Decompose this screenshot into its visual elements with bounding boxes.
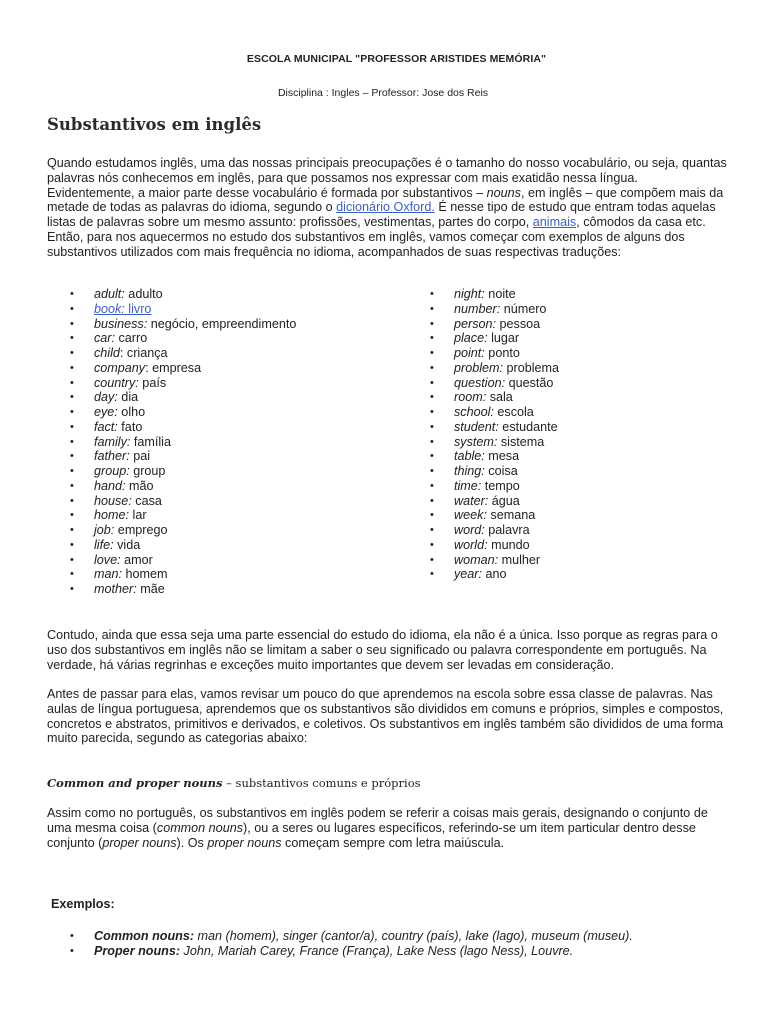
vocab-item	[430, 346, 559, 361]
vocab-translation: lugar	[487, 331, 520, 346]
p4-e: ). Os	[176, 835, 208, 850]
vocab-item	[70, 538, 296, 553]
vocab-translation: amor	[120, 552, 153, 567]
vocab-translation: escola	[493, 405, 534, 419]
vocab-term: number:	[454, 301, 501, 316]
vocab-item	[70, 523, 296, 538]
vocab-translation: group	[129, 464, 166, 478]
vocab-term: student:	[454, 419, 499, 434]
p4-proper-nouns-2: proper nouns	[207, 835, 282, 850]
vocab-item	[70, 287, 296, 302]
p4-c: ), ou a seres ou lugares específicos, referindo-se um item particular dentro desse conjunto (	[47, 820, 696, 850]
vocab-translation: água	[488, 493, 520, 508]
vocab-term: family:	[94, 434, 131, 449]
vocab-term: hand:	[94, 478, 126, 493]
vocab-translation: problema	[503, 360, 560, 375]
vocab-item	[70, 567, 296, 582]
vocab-term: day:	[94, 390, 118, 405]
vocab-term: fact:	[94, 419, 118, 434]
vocab-translation: homem	[122, 567, 168, 582]
vocab-translation: ano	[482, 567, 507, 582]
p4-proper-nouns: proper nouns	[102, 835, 177, 850]
vocab-item	[430, 331, 559, 346]
example-proper-text: John, Mariah Carey, France (França), Lake Ness (lago Ness), Louvre.	[180, 943, 574, 958]
vocab-translation: dia	[117, 390, 139, 405]
vocab-term: woman:	[454, 552, 499, 567]
vocab-term: week:	[454, 508, 487, 523]
vocab-item	[430, 317, 559, 332]
vocab-term: man:	[94, 567, 122, 582]
vocab-term: love:	[94, 552, 121, 567]
vocab-term: water:	[454, 493, 489, 508]
vocab-translation: adulto	[124, 287, 163, 301]
section-heading-pt: – substantivos comuns e próprios	[222, 776, 421, 790]
page-title: Substantivos em inglês	[47, 115, 262, 134]
vocab-list-right	[430, 287, 559, 582]
vocab-translation: país	[138, 375, 167, 390]
vocab-translation: mundo	[487, 537, 530, 552]
vocab-item	[430, 464, 559, 479]
vocab-item[interactable]	[70, 302, 296, 317]
vocab-term: business:	[94, 316, 148, 331]
vocab-list-left	[70, 287, 296, 597]
vocab-term: question:	[454, 375, 506, 390]
vocab-translation: negócio, empreendimento	[147, 316, 297, 331]
vocab-item	[70, 317, 296, 332]
example-common	[70, 929, 633, 944]
vocab-term: time:	[454, 478, 482, 493]
vocab-translation: olho	[117, 405, 146, 419]
vocab-translation: vida	[113, 537, 141, 552]
intro-paragraph	[47, 156, 727, 260]
vocab-term: problem:	[454, 360, 503, 375]
examples-list	[70, 929, 633, 959]
p4-g: começam sempre com letra maiúscula.	[281, 835, 505, 850]
school-name: ESCOLA MUNICIPAL "PROFESSOR ARISTIDES MEMÓRIA"	[246, 53, 547, 65]
vocab-translation: estudante	[498, 419, 558, 434]
vocab-term: car:	[94, 331, 115, 346]
vocab-translation: mesa	[484, 449, 520, 464]
vocab-term: world:	[454, 537, 488, 552]
intro-text-2: , em inglês – que compõem mais da metade de todas as palavras do idioma, segundo o	[47, 185, 724, 215]
vocab-term[interactable]: book:	[94, 301, 125, 316]
oxford-link[interactable]: dicionário Oxford.	[336, 200, 435, 215]
vocab-term: father:	[94, 449, 130, 464]
vocab-translation: emprego	[114, 523, 168, 537]
vocab-translation: : empresa	[145, 360, 202, 375]
vocab-translation: carro	[115, 331, 148, 346]
vocab-item	[430, 553, 559, 568]
paragraph-rules: Contudo, ainda que essa seja uma parte essencial do estudo do idioma, ela não é a única. Isso porque as regras para o uso dos substantivos em inglês não se limitam a saber o seu significado ou palavra correspondente em português. Na verdade, há várias regrinhas e exceções muito importantes que devem ser levadas em consideração.	[47, 628, 718, 672]
vocab-item	[70, 376, 296, 391]
vocab-translation: família	[130, 434, 171, 449]
intro-nouns: nouns	[486, 185, 521, 200]
section-heading	[47, 776, 421, 791]
vocab-item	[430, 435, 559, 450]
vocab-translation: questão	[505, 375, 554, 390]
p4-a: Assim como no português, os substantivos em inglês podem se referir a coisas mais gerais, designando o conjunto de uma mesma coisa (	[47, 806, 708, 835]
subject-line: Disciplina : Ingles – Professor: Jose dos Reis	[277, 87, 489, 99]
example-common-label: Common nouns:	[94, 929, 195, 943]
vocab-translation: tempo	[481, 478, 520, 493]
vocab-item	[430, 523, 559, 538]
vocab-item	[70, 508, 296, 523]
vocab-term: school:	[454, 405, 494, 419]
vocab-term: year:	[454, 567, 482, 582]
animais-link[interactable]: animais	[532, 215, 577, 230]
vocab-term: thing:	[454, 464, 485, 478]
intro-text-3: É nesse tipo de estudo que entram todas aquelas listas de palavras sobre um mesmo assunto: profissões, vestimentas, partes do corpo,	[47, 200, 716, 230]
vocab-item	[430, 376, 559, 391]
paragraph-classes: Antes de passar para elas, vamos revisar um pouco do que aprendemos na escola sobre essa classe de palavras. Nas aulas de língua portuguesa, aprendemos que os substantivos são divididos em comuns e próprios, simples e compostos, concretos e abstratos, primitivos e derivados, e coletivos. Os substantivos em inglês também são divididos de uma forma muito parecida, segundo as categorias abaixo:	[47, 687, 724, 746]
vocab-term: point:	[454, 346, 485, 360]
vocab-term: night:	[454, 287, 485, 301]
vocab-term: life:	[94, 537, 114, 552]
p4-common-nouns: common nouns	[156, 820, 243, 835]
vocab-term: system:	[454, 434, 498, 449]
vocab-item	[70, 435, 296, 450]
vocab-translation[interactable]: livro	[124, 301, 152, 316]
intro-text-4: , cômodos da casa etc. Então, para nos aquecermos no estudo dos substantivos em inglês, vamos começar com exemplos de alguns dos substantivos utilizados com mais frequência no idioma, acompanhados de suas respectivas traduções:	[47, 215, 706, 259]
vocab-item	[70, 494, 296, 509]
vocab-translation: mão	[125, 478, 154, 493]
vocab-item	[430, 405, 559, 420]
vocab-term: room:	[454, 390, 487, 405]
vocab-item	[70, 582, 296, 597]
vocab-item	[70, 479, 296, 494]
vocab-item	[70, 553, 296, 568]
vocab-item	[70, 405, 296, 420]
vocab-translation: coisa	[484, 464, 518, 478]
vocab-term: mother:	[94, 582, 137, 596]
vocab-term: job:	[94, 523, 115, 537]
vocab-item	[70, 361, 296, 376]
vocab-translation: semana	[486, 508, 536, 523]
vocab-item	[70, 346, 296, 361]
vocab-term: country:	[94, 375, 139, 390]
vocab-translation: sala	[486, 390, 513, 405]
vocab-translation: ponto	[484, 346, 520, 360]
example-proper-label: Proper nouns:	[94, 943, 181, 958]
vocab-translation: sistema	[497, 434, 545, 449]
vocab-item	[430, 538, 559, 553]
example-common-text: man (homem), singer (cantor/a), country (país), lake (lago), museum (museu).	[194, 929, 633, 943]
vocab-item	[430, 508, 559, 523]
vocab-item	[430, 302, 559, 317]
vocab-term: house:	[94, 493, 132, 508]
vocab-translation: : criança	[119, 346, 168, 360]
vocab-item	[70, 420, 296, 435]
vocab-item	[430, 287, 559, 302]
vocab-translation: lar	[129, 508, 147, 523]
section-heading-en: Common and proper nouns	[47, 776, 223, 790]
example-proper	[70, 944, 633, 959]
vocab-term: company	[94, 360, 146, 375]
vocab-item	[430, 479, 559, 494]
vocab-translation: palavra	[484, 523, 530, 537]
vocab-item	[430, 494, 559, 509]
vocab-term: home:	[94, 508, 130, 523]
vocab-item	[430, 420, 559, 435]
vocab-term: child	[94, 346, 120, 360]
vocab-item	[70, 449, 296, 464]
vocab-term: person:	[454, 316, 497, 331]
vocab-translation: noite	[484, 287, 516, 301]
vocab-translation: mulher	[498, 552, 541, 567]
vocab-translation: fato	[117, 419, 143, 434]
vocab-term: table:	[454, 449, 485, 464]
vocab-translation: mãe	[136, 582, 165, 596]
vocab-translation: número	[500, 301, 547, 316]
vocab-translation: pessoa	[496, 316, 541, 331]
vocab-term: group:	[94, 464, 130, 478]
vocab-item	[70, 390, 296, 405]
vocab-item	[430, 361, 559, 376]
vocab-item	[430, 390, 559, 405]
examples-label: Exemplos:	[51, 897, 115, 911]
vocab-translation: casa	[131, 493, 162, 508]
vocab-term: eye:	[94, 405, 118, 419]
vocab-item	[430, 567, 559, 582]
paragraph-common-proper	[47, 806, 727, 850]
vocab-term: place:	[454, 331, 488, 346]
vocab-term: word:	[454, 523, 485, 537]
vocab-term: adult:	[94, 287, 125, 301]
vocab-translation: pai	[129, 449, 151, 464]
vocab-item	[70, 464, 296, 479]
intro-text-1: Quando estudamos inglês, uma das nossas principais preocupações é o tamanho do nosso vocabulário, ou seja, quantas palavras nós conhecemos em inglês, para que possamos nos expressar com mais exatidão nessa língua. Evidentemente, a maior parte desse vocabulário é formada por substantivos –	[47, 156, 727, 200]
vocab-item	[70, 331, 296, 346]
vocab-item	[430, 449, 559, 464]
